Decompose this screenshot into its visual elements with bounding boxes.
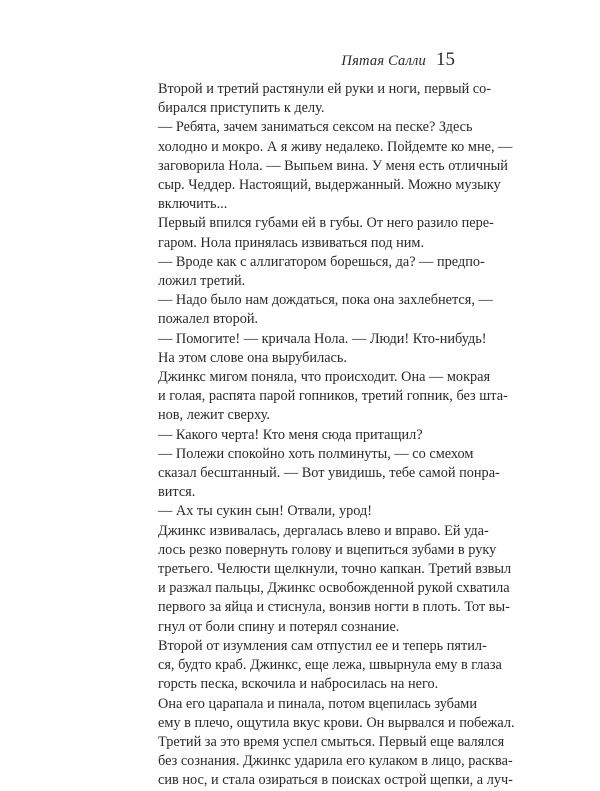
text-line: вится. <box>158 484 196 501</box>
text-line: — Какого черта! Кто меня сюда притащил? <box>158 426 423 443</box>
text-line: третьего. Челюсти щелкнули, точно капкан. Третий взвыл <box>158 561 512 578</box>
text-line: холодно и мокро. А я живу недалеко. Пойдемте ко мне, — <box>158 138 513 155</box>
text-line: Джинкс извивалась, дергалась влево и вправо. Ей уда- <box>158 522 489 539</box>
text-line: Второй и третий растянули ей руки и ноги, первый со- <box>158 81 492 97</box>
paragraph <box>143 368 508 426</box>
page-number: 15 <box>436 49 455 70</box>
text-line: гнул от боли спину и потерял сознание. <box>158 618 400 635</box>
text-line: заговорила Нола. — Выпьем вина. У меня есть отличный <box>158 157 508 174</box>
paragraph <box>143 291 493 329</box>
text-line: горсть песка, вскочила и набросилась на него. <box>158 676 439 693</box>
text-line: сыр. Чеддер. Настоящий, выдержанный. Можно музыку <box>158 177 501 194</box>
paragraph <box>143 522 512 637</box>
text-line: — Надо было нам дождаться, пока она захлебнется, — <box>158 292 493 309</box>
paragraph <box>143 426 456 445</box>
paragraph <box>143 349 456 368</box>
text-line: гаром. Нола принялась извиваться под ним. <box>158 234 425 251</box>
text-line: и разжал пальцы, Джинкс освобожденной рукой схватила <box>158 580 510 597</box>
text-line: — Ребята, зачем заниматься сексом на песке? Здесь <box>158 119 473 136</box>
paragraph <box>143 445 500 503</box>
text-line: Первый впился губами ей в губы. От него разило пере- <box>158 215 494 232</box>
text-line: без сознания. Джинкс ударила его кулаком в лицо, расква- <box>158 753 513 770</box>
text-line: ложил третий. <box>158 273 246 290</box>
running-head <box>341 49 455 71</box>
text-line: бирался приступить к делу. <box>158 100 325 117</box>
text-line: — Ах ты сукин сын! Отвали, урод! <box>158 503 373 520</box>
text-line: сказал бесштанный. — Вот увидишь, тебе самой понра- <box>158 465 500 482</box>
paragraph <box>143 253 485 291</box>
text-line: ся, будто краб. Джинкс, еще лежа, швырнула ему в глаза <box>158 657 502 674</box>
text-line: Третий за это время успел смыться. Первый еще валялся <box>158 733 505 750</box>
body-text <box>143 80 515 791</box>
paragraph <box>143 80 492 118</box>
paragraph <box>143 502 456 521</box>
text-line: Второй от изумления сам отпустил ее и теперь пятил- <box>158 637 487 654</box>
text-line: ему в плечо, ощутила вкус крови. Он вырвался и побежал. <box>158 714 515 731</box>
paragraph <box>143 214 494 252</box>
text-line: и голая, распята парой гопников, третий гопник, без шта- <box>158 388 508 405</box>
text-line: На этом слове она вырубилась. <box>158 349 347 366</box>
paragraph <box>143 695 515 791</box>
text-line: сив нос, и стала озираться в поисках острой щепки, а луч- <box>158 772 513 789</box>
text-line: — Вроде как с аллигатором борешься, да? — предпо- <box>158 253 485 270</box>
paragraph <box>143 118 513 214</box>
paragraph <box>143 637 502 695</box>
paragraph <box>143 330 487 349</box>
text-line: первого за яйца и стиснула, вонзив ногти в плоть. Тот вы- <box>158 599 510 616</box>
text-line: нов, лежит сверху. <box>158 407 270 424</box>
text-line: включить... <box>158 196 228 213</box>
text-line: лось резко повернуть голову и вцепиться зубами в руку <box>158 541 497 558</box>
text-line: Она его царапала и пинала, потом вцепилась зубами <box>158 695 477 712</box>
text-line: Джинкс мигом поняла, что происходит. Она — мокрая <box>158 369 491 386</box>
text-line: — Полежи спокойно хоть полминуты, — со смехом <box>158 445 474 462</box>
text-line: пожалел второй. <box>158 311 259 328</box>
text-line: — Помогите! — кричала Нола. — Люди! Кто-нибудь! <box>158 330 487 347</box>
running-title: Пятая Салли <box>341 53 426 69</box>
